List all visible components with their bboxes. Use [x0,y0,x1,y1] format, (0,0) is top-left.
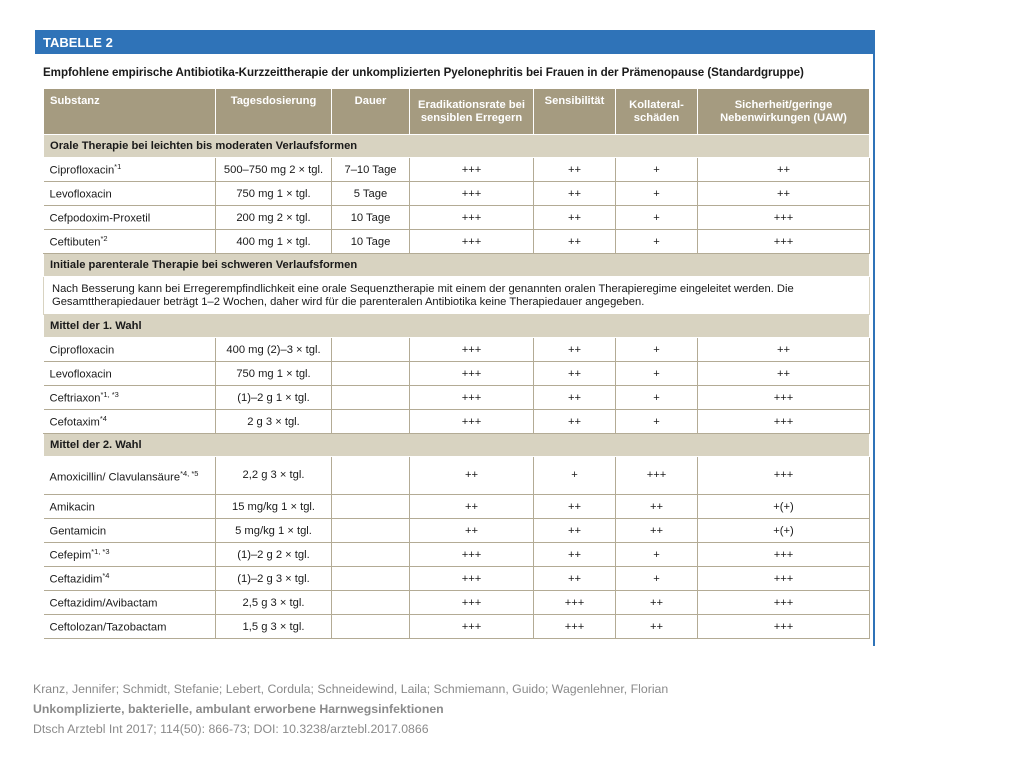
section-label: Orale Therapie bei leichten bis moderaten Verlaufsformen [44,135,870,158]
cell-safety: +++ [698,206,870,230]
cell-dose: (1)–2 g 3 × tgl. [216,567,332,591]
cell-sensitivity: ++ [534,182,616,206]
col-header-safety: Sicherheit/geringe Nebenwirkungen (UAW) [698,89,870,135]
parenteral-note-row [44,277,870,315]
cell-substance: Levofloxacin [44,182,216,206]
cell-dose: 750 mg 1 × tgl. [216,362,332,386]
cell-eradication: +++ [410,567,534,591]
cell-safety: ++ [698,362,870,386]
col-header-substance: Substanz [44,89,216,135]
cell-eradication: +++ [410,206,534,230]
cell-duration [332,495,410,519]
cell-duration [332,615,410,639]
cell-collateral: + [616,206,698,230]
cell-sensitivity: ++ [534,386,616,410]
table-row [44,362,870,386]
cell-duration [332,543,410,567]
table-row [44,338,870,362]
col-header-sensitivity: Sensibilität [534,89,616,135]
cell-sensitivity: +++ [534,615,616,639]
cell-substance: Gentamicin [44,519,216,543]
col-header-eradication: Eradikationsrate bei sensiblen Erregern [410,89,534,135]
table-row [44,206,870,230]
cell-dose: 1,5 g 3 × tgl. [216,615,332,639]
cell-sensitivity: ++ [534,543,616,567]
col-header-collateral: Kollateral-schäden [616,89,698,135]
cell-duration: 10 Tage [332,206,410,230]
table-border [873,54,875,646]
table-label: TABELLE 2 [35,30,875,54]
citation-title: Unkomplizierte, bakterielle, ambulant erworbene Harnwegsinfektionen [33,702,444,716]
cell-duration [332,591,410,615]
cell-collateral: + [616,230,698,254]
cell-safety: +++ [698,615,870,639]
cell-collateral: ++ [616,591,698,615]
cell-dose: (1)–2 g 1 × tgl. [216,386,332,410]
section-label: Mittel der 2. Wahl [44,434,870,457]
cell-sensitivity: ++ [534,230,616,254]
cell-sensitivity: +++ [534,591,616,615]
cell-dose: 400 mg 1 × tgl. [216,230,332,254]
cell-collateral: + [616,158,698,182]
cell-collateral: ++ [616,495,698,519]
cell-substance: Amikacin [44,495,216,519]
table-row [44,457,870,495]
cell-duration [332,386,410,410]
table-caption: Empfohlene empirische Antibiotika-Kurzzeittherapie der unkomplizierten Pyelonephritis bei Frauen in der Prämenopause (Standardgruppe) [43,66,804,79]
cell-substance: Ceftibuten$^{*2}$ [44,230,216,254]
cell-dose: 2,5 g 3 × tgl. [216,591,332,615]
cell-dose: 400 mg (2)–3 × tgl. [216,338,332,362]
cell-collateral: ++ [616,519,698,543]
cell-eradication: ++ [410,495,534,519]
cell-substance: Cefotaxim$^{*4}$ [44,410,216,434]
cell-sensitivity: ++ [534,495,616,519]
section-row-parenteral [44,254,870,277]
cell-substance: Cefepim$^{*1, *3}$ [44,543,216,567]
section-row-oral [44,135,870,158]
cell-eradication: +++ [410,615,534,639]
cell-collateral: + [616,410,698,434]
citation-authors: Kranz, Jennifer; Schmidt, Stefanie; Lebert, Cordula; Schneidewind, Laila; Schmiemann, Guido; Wagenlehner, Florian [33,682,669,696]
cell-collateral: + [616,182,698,206]
citation-footer [33,679,668,739]
cell-safety: ++ [698,182,870,206]
cell-duration: 10 Tage [332,230,410,254]
section-row-second-choice [44,434,870,457]
cell-duration [332,410,410,434]
cell-substance: Ceftolozan/Tazobactam [44,615,216,639]
cell-eradication: +++ [410,543,534,567]
table-figure [35,30,875,646]
cell-collateral: + [616,543,698,567]
cell-duration [332,457,410,495]
table-row [44,410,870,434]
section-row-first-choice [44,315,870,338]
cell-sensitivity: ++ [534,567,616,591]
cell-eradication: ++ [410,457,534,495]
cell-sensitivity: ++ [534,410,616,434]
cell-eradication: +++ [410,182,534,206]
cell-eradication: +++ [410,386,534,410]
cell-duration [332,519,410,543]
cell-eradication: +++ [410,338,534,362]
cell-sensitivity: ++ [534,338,616,362]
cell-substance: Ciprofloxacin$^{*1}$ [44,158,216,182]
cell-safety: +++ [698,567,870,591]
cell-safety: +(+) [698,519,870,543]
cell-safety: +++ [698,543,870,567]
cell-sensitivity: ++ [534,362,616,386]
cell-duration [332,567,410,591]
cell-dose: 750 mg 1 × tgl. [216,182,332,206]
cell-sensitivity: ++ [534,158,616,182]
cell-sensitivity: ++ [534,519,616,543]
table-row [44,182,870,206]
col-header-dose: Tagesdosierung [216,89,332,135]
cell-sensitivity: ++ [534,206,616,230]
cell-substance: Amoxicillin/ Clavulansäure$^{*4, *5}$ [44,457,216,495]
cell-substance: Ceftazidim$^{*4}$ [44,567,216,591]
cell-eradication: +++ [410,362,534,386]
cell-substance: Ceftazidim/Avibactam [44,591,216,615]
cell-eradication: +++ [410,410,534,434]
cell-duration [332,338,410,362]
cell-dose: 200 mg 2 × tgl. [216,206,332,230]
table-row [44,230,870,254]
cell-dose: 2 g 3 × tgl. [216,410,332,434]
cell-substance: Ceftriaxon$^{*1, *3}$ [44,386,216,410]
cell-sensitivity: + [534,457,616,495]
cell-substance: Ciprofloxacin [44,338,216,362]
table-row [44,543,870,567]
cell-collateral: +++ [616,457,698,495]
cell-collateral: ++ [616,615,698,639]
cell-duration: 5 Tage [332,182,410,206]
parenteral-note: Nach Besserung kann bei Erregerempfindlichkeit eine orale Sequenztherapie mit einem der genannten oralen Therapieregime eingeleitet werden. Die Gesamttherapiedauer beträgt 1–2 Wochen, daher wird für die parenteralen Antibiotika keine Therapiedauer angegeben. [44,277,870,315]
table-row [44,495,870,519]
table-row [44,158,870,182]
cell-eradication: +++ [410,591,534,615]
cell-dose: 5 mg/kg 1 × tgl. [216,519,332,543]
citation-reference: Dtsch Arztebl Int 2017; 114(50): 866-73; DOI: 10.3238/arztebl.2017.0866 [33,722,429,736]
section-label: Mittel der 1. Wahl [44,315,870,338]
col-header-duration: Dauer [332,89,410,135]
cell-safety: +++ [698,591,870,615]
cell-dose: 2,2 g 3 × tgl. [216,457,332,495]
cell-duration [332,362,410,386]
table-row [44,519,870,543]
table-row [44,615,870,639]
cell-safety: ++ [698,158,870,182]
cell-dose: (1)–2 g 2 × tgl. [216,543,332,567]
cell-duration: 7–10 Tage [332,158,410,182]
cell-dose: 500–750 mg 2 × tgl. [216,158,332,182]
cell-substance: Cefpodoxim-Proxetil [44,206,216,230]
table-row [44,591,870,615]
cell-dose: 15 mg/kg 1 × tgl. [216,495,332,519]
cell-eradication: +++ [410,230,534,254]
therapy-table [43,89,870,639]
cell-safety: +++ [698,230,870,254]
cell-eradication: ++ [410,519,534,543]
cell-safety: +++ [698,457,870,495]
cell-collateral: + [616,567,698,591]
cell-collateral: + [616,386,698,410]
table-header-row [44,89,870,135]
cell-safety: +(+) [698,495,870,519]
cell-safety: +++ [698,386,870,410]
cell-substance: Levofloxacin [44,362,216,386]
cell-collateral: + [616,338,698,362]
section-label: Initiale parenterale Therapie bei schweren Verlaufsformen [44,254,870,277]
cell-eradication: +++ [410,158,534,182]
table-row [44,386,870,410]
cell-collateral: + [616,362,698,386]
cell-safety: ++ [698,338,870,362]
cell-safety: +++ [698,410,870,434]
table-row [44,567,870,591]
